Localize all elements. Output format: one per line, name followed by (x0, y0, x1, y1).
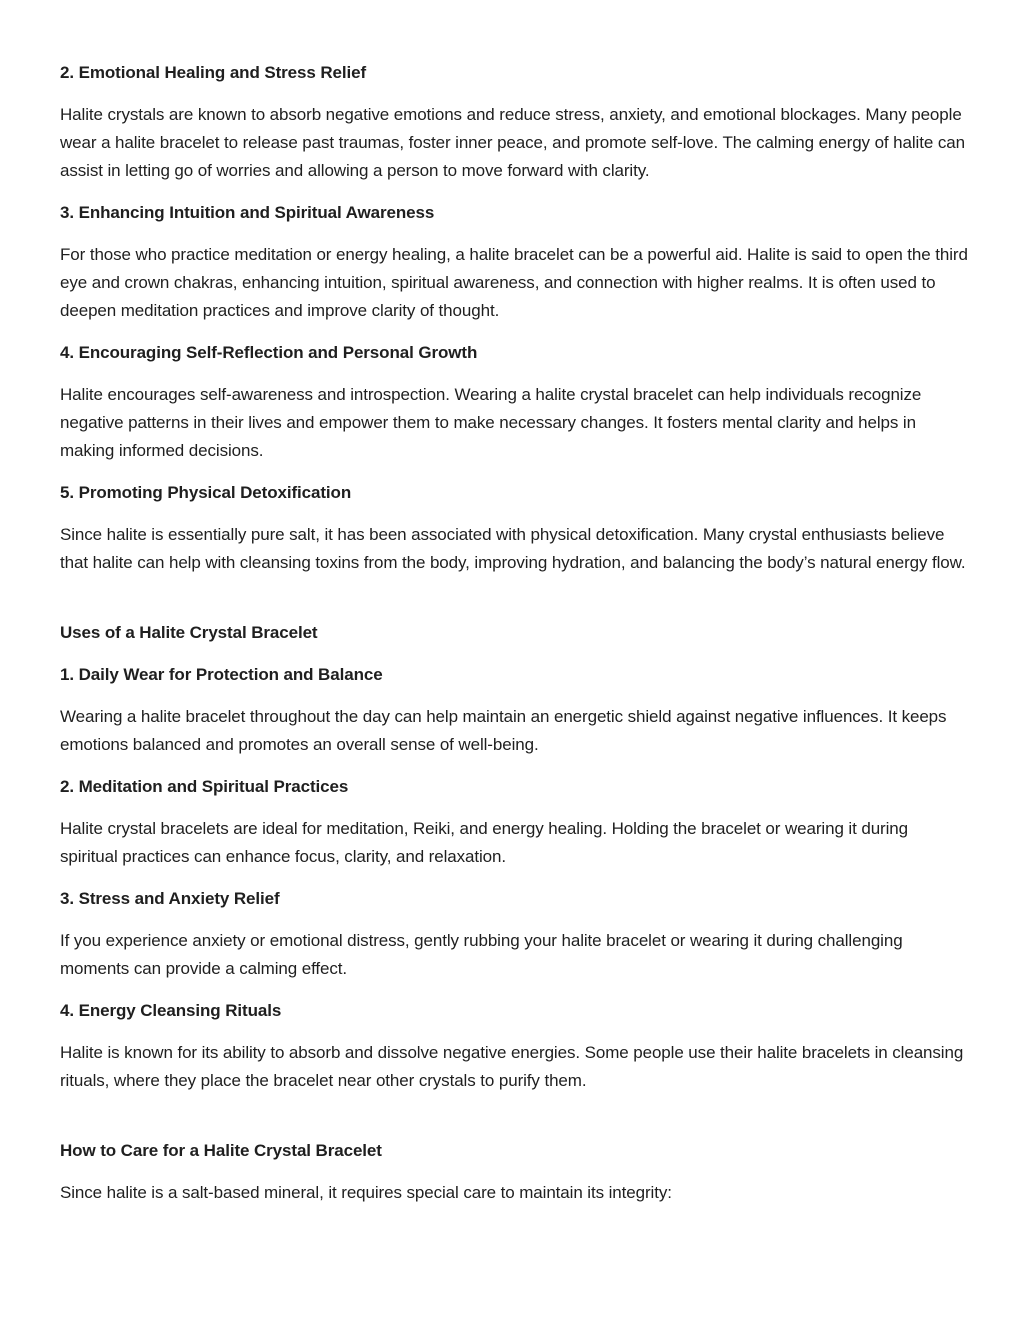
section-body: Halite crystals are known to absorb negative emotions and reduce stress, anxiety, and emotional blockages. Many people wear a halite bracelet to release past traumas, foster inner peace, and promote self-love. The calming energy of halite can assist in letting go of worries and allowing a person to move forward with clarity. (60, 105, 965, 180)
section-heading: 5. Promoting Physical Detoxification (60, 483, 352, 502)
section-body: Halite encourages self-awareness and introspection. Wearing a halite crystal bracelet can help individuals recognize negative patterns in their lives and empower them to make necessary changes. It fosters mental clarity and helps in making informed decisions. (60, 385, 922, 460)
benefit-section-self-reflection (60, 339, 970, 465)
use-item-meditation (60, 773, 970, 871)
benefit-section-intuition (60, 199, 970, 325)
section-heading: 2. Emotional Healing and Stress Relief (60, 63, 367, 82)
section-body: Since halite is essentially pure salt, it has been associated with physical detoxification. Many crystal enthusiasts believe that halite can help with cleansing toxins from the body, improving hydration, and balancing the body’s natural energy flow. (60, 525, 966, 572)
section-body: For those who practice meditation or energy healing, a halite bracelet can be a powerful aid. Halite is said to open the third eye and crown chakras, enhancing intuition, spiritual awareness, and connection with higher realms. It is often used to deepen meditation practices and improve clarity of thought. (60, 245, 968, 320)
benefit-section-emotional-healing (60, 59, 970, 185)
care-intro: Since halite is a salt-based mineral, it requires special care to maintain its integrity: (60, 1183, 672, 1202)
use-heading: 1. Daily Wear for Protection and Balance (60, 665, 383, 684)
section-heading: 4. Encouraging Self-Reflection and Personal Growth (60, 343, 478, 362)
uses-title: Uses of a Halite Crystal Bracelet (60, 623, 318, 642)
benefit-section-detoxification (60, 479, 970, 577)
use-body: If you experience anxiety or emotional distress, gently rubbing your halite bracelet or wearing it during challenging moments can provide a calming effect. (60, 931, 903, 978)
section-spacer (60, 1109, 970, 1137)
document-page (60, 59, 970, 1221)
use-heading: 2. Meditation and Spiritual Practices (60, 777, 349, 796)
section-heading: 3. Enhancing Intuition and Spiritual Awareness (60, 203, 435, 222)
use-heading: 4. Energy Cleansing Rituals (60, 1001, 282, 1020)
use-item-daily-wear (60, 661, 970, 759)
use-body: Halite is known for its ability to absorb and dissolve negative energies. Some people use their halite bracelets in cleansing rituals, where they place the bracelet near other crystals to purify them. (60, 1043, 964, 1090)
use-body: Halite crystal bracelets are ideal for meditation, Reiki, and energy healing. Holding the bracelet or wearing it during spiritual practices can enhance focus, clarity, and relaxation. (60, 819, 909, 866)
use-heading: 3. Stress and Anxiety Relief (60, 889, 280, 908)
section-spacer (60, 591, 970, 619)
care-title: How to Care for a Halite Crystal Bracelet (60, 1141, 382, 1160)
use-body: Wearing a halite bracelet throughout the day can help maintain an energetic shield against negative influences. It keeps emotions balanced and promotes an overall sense of well-being. (60, 707, 947, 754)
use-item-energy-cleansing (60, 997, 970, 1095)
use-item-stress-relief (60, 885, 970, 983)
